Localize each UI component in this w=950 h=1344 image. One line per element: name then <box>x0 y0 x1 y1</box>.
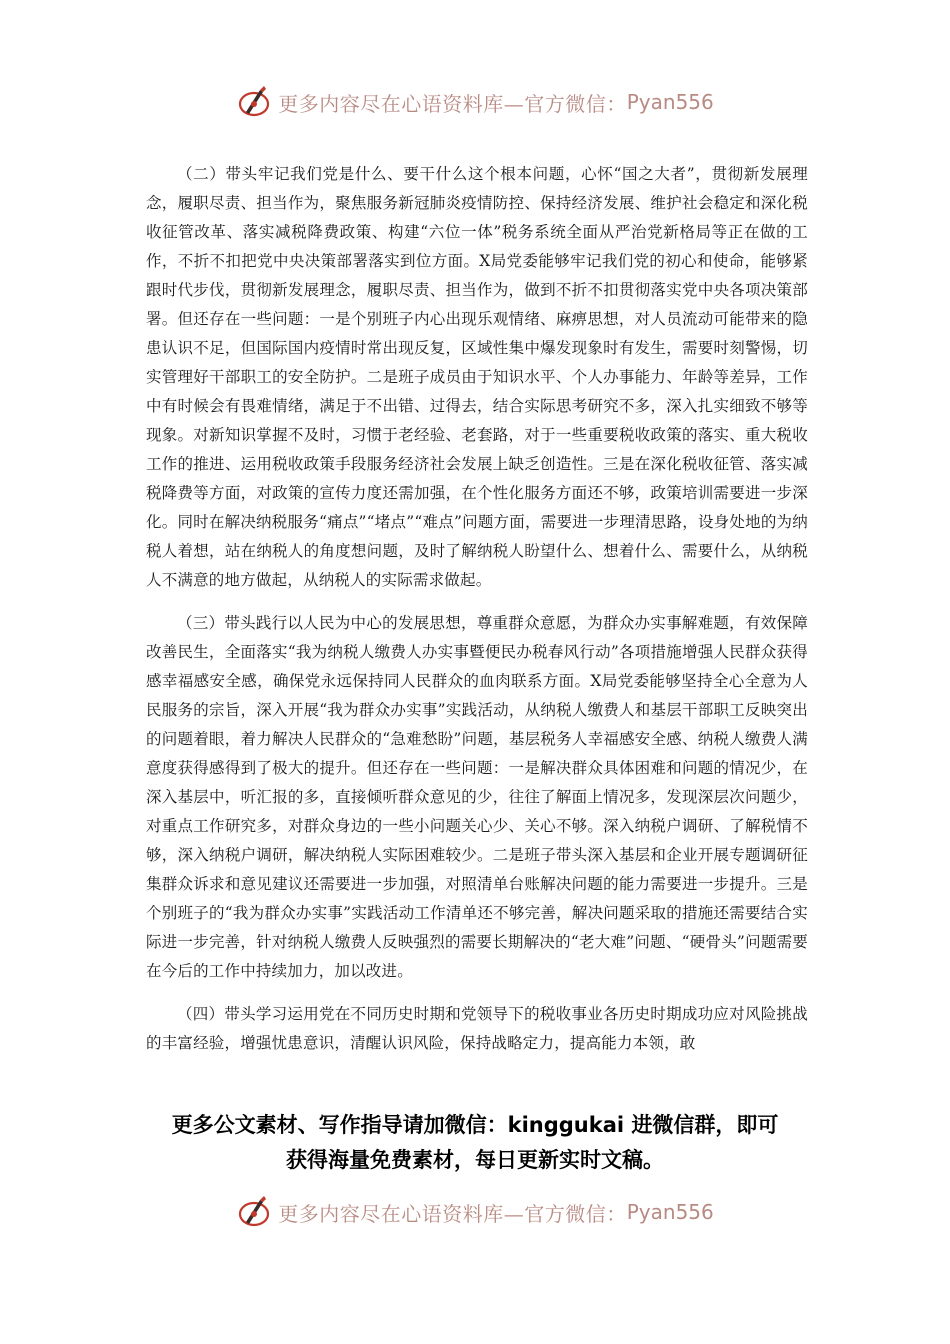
watermark-footer <box>0 1190 950 1234</box>
paragraph-2: （二）带头牢记我们党是什么、要干什么这个根本问题，心怀“国之大者”，贯彻新发展理念，履职尽责、担当作为，聚焦服务新冠肺炎疫情防控、保持经济发展、维护社会稳定和深化税收征管改革、落实减税降费政策、构建“六位一体”税务系统全面从严治党新格局等正在做的工作，不折不扣把党中央决策部署落实到位方面。X局党委能够牢记我们党的初心和使命，能够紧跟时代步伐，贯彻新发展理念，履职尽责、担当作为，做到不折不扣贯彻落实党中央各项决策部署。但还存在一些问题：一是个别班子内心出现乐观情绪、麻痹思想，对人员流动可能带来的隐患认识不足，但国际国内疫情时常出现反复，区域性集中爆发现象时有发生，需要时刻警惕，切实管理好干部职工的安全防护。二是班子成员由于知识水平、个人办事能力、年龄等差异，工作中有时候会有畏难情绪，满足于不出错、过得去，结合实际思考研究不多，深入扎实细致不够等现象。对新知识掌握不及时，习惯于老经验、老套路，对于一些重要税收政策的落实、重大税收工作的推进、运用税收政策手段服务经济社会发展上缺乏创造性。三是在深化税收征管、落实减税降费等方面，对政策的宣传力度还需加强，在个性化服务方面还不够，政策培训需要进一步深化。同时在解决纳税服务“痛点”“堵点”“难点”问题方面，需要进一步理清思路，设身处地的为纳税人着想，站在纳税人的角度想问题，及时了解纳税人盼望什么、想着什么、需要什么，从纳税人不满意的地方做起，从纳税人的实际需求做起。 <box>146 165 808 589</box>
promo-line-1: 更多公文素材、写作指导请加微信：kinggukai 进微信群，即可 <box>171 1113 779 1137</box>
paragraph-4: （四）带头学习运用党在不同历史时期和党领导下的税收事业各历史时期成功应对风险挑战的丰富经验，增强忧患意识，清醒认识风险，保持战略定力，提高能力本领，敢 <box>146 1005 808 1052</box>
document-body <box>146 160 808 1072</box>
watermark-header <box>0 80 950 124</box>
watermark-id: Pyan556 <box>626 90 714 114</box>
watermark-id: Pyan556 <box>626 1200 714 1224</box>
promo-banner <box>0 1108 950 1178</box>
logo-icon <box>236 1192 276 1232</box>
logo-icon <box>236 82 276 122</box>
watermark-text: 更多内容尽在心语资料库—官方微信： <box>278 1201 627 1226</box>
promo-line-2: 获得海量免费素材，每日更新实时文稿。 <box>286 1148 664 1172</box>
watermark-text: 更多内容尽在心语资料库—官方微信： <box>278 91 627 116</box>
paragraph-3: （三）带头践行以人民为中心的发展思想，尊重群众意愿，为群众办实事解难题，有效保障改善民生，全面落实“我为纳税人缴费人办实事暨便民办税春风行动”各项措施增强人民群众获得感幸福感安全感，确保党永远保持同人民群众的血肉联系方面。X局党委能够坚持全心全意为人民服务的宗旨，深入开展“我为群众办实事”实践活动，从纳税人缴费人和基层干部职工反映突出的问题着眼，着力解决人民群众的“急难愁盼”问题，基层税务人幸福感安全感、纳税人缴费人满意度获得感得到了极大的提升。但还存在一些问题：一是解决群众具体困难和问题的情况少，在深入基层中，听汇报的多，直接倾听群众意见的少，往往了解面上情况多，发现深层次问题少，对重点工作研究多，对群众身边的一些小问题关心少、关心不够。深入纳税户调研、了解税情不够，深入纳税户调研，解决纳税人实际困难较少。二是班子带头深入基层和企业开展专题调研征集群众诉求和意见建议还需要进一步加强，对照清单台账解决问题的能力需要进一步提升。三是个别班子的“我为群众办实事”实践活动工作清单还不够完善，解决问题采取的措施还需要结合实际进一步完善，针对纳税人缴费人反映强烈的需要长期解决的“老大难”问题、“硬骨头”问题需要在今后的工作中持续加力，加以改进。 <box>146 614 808 980</box>
